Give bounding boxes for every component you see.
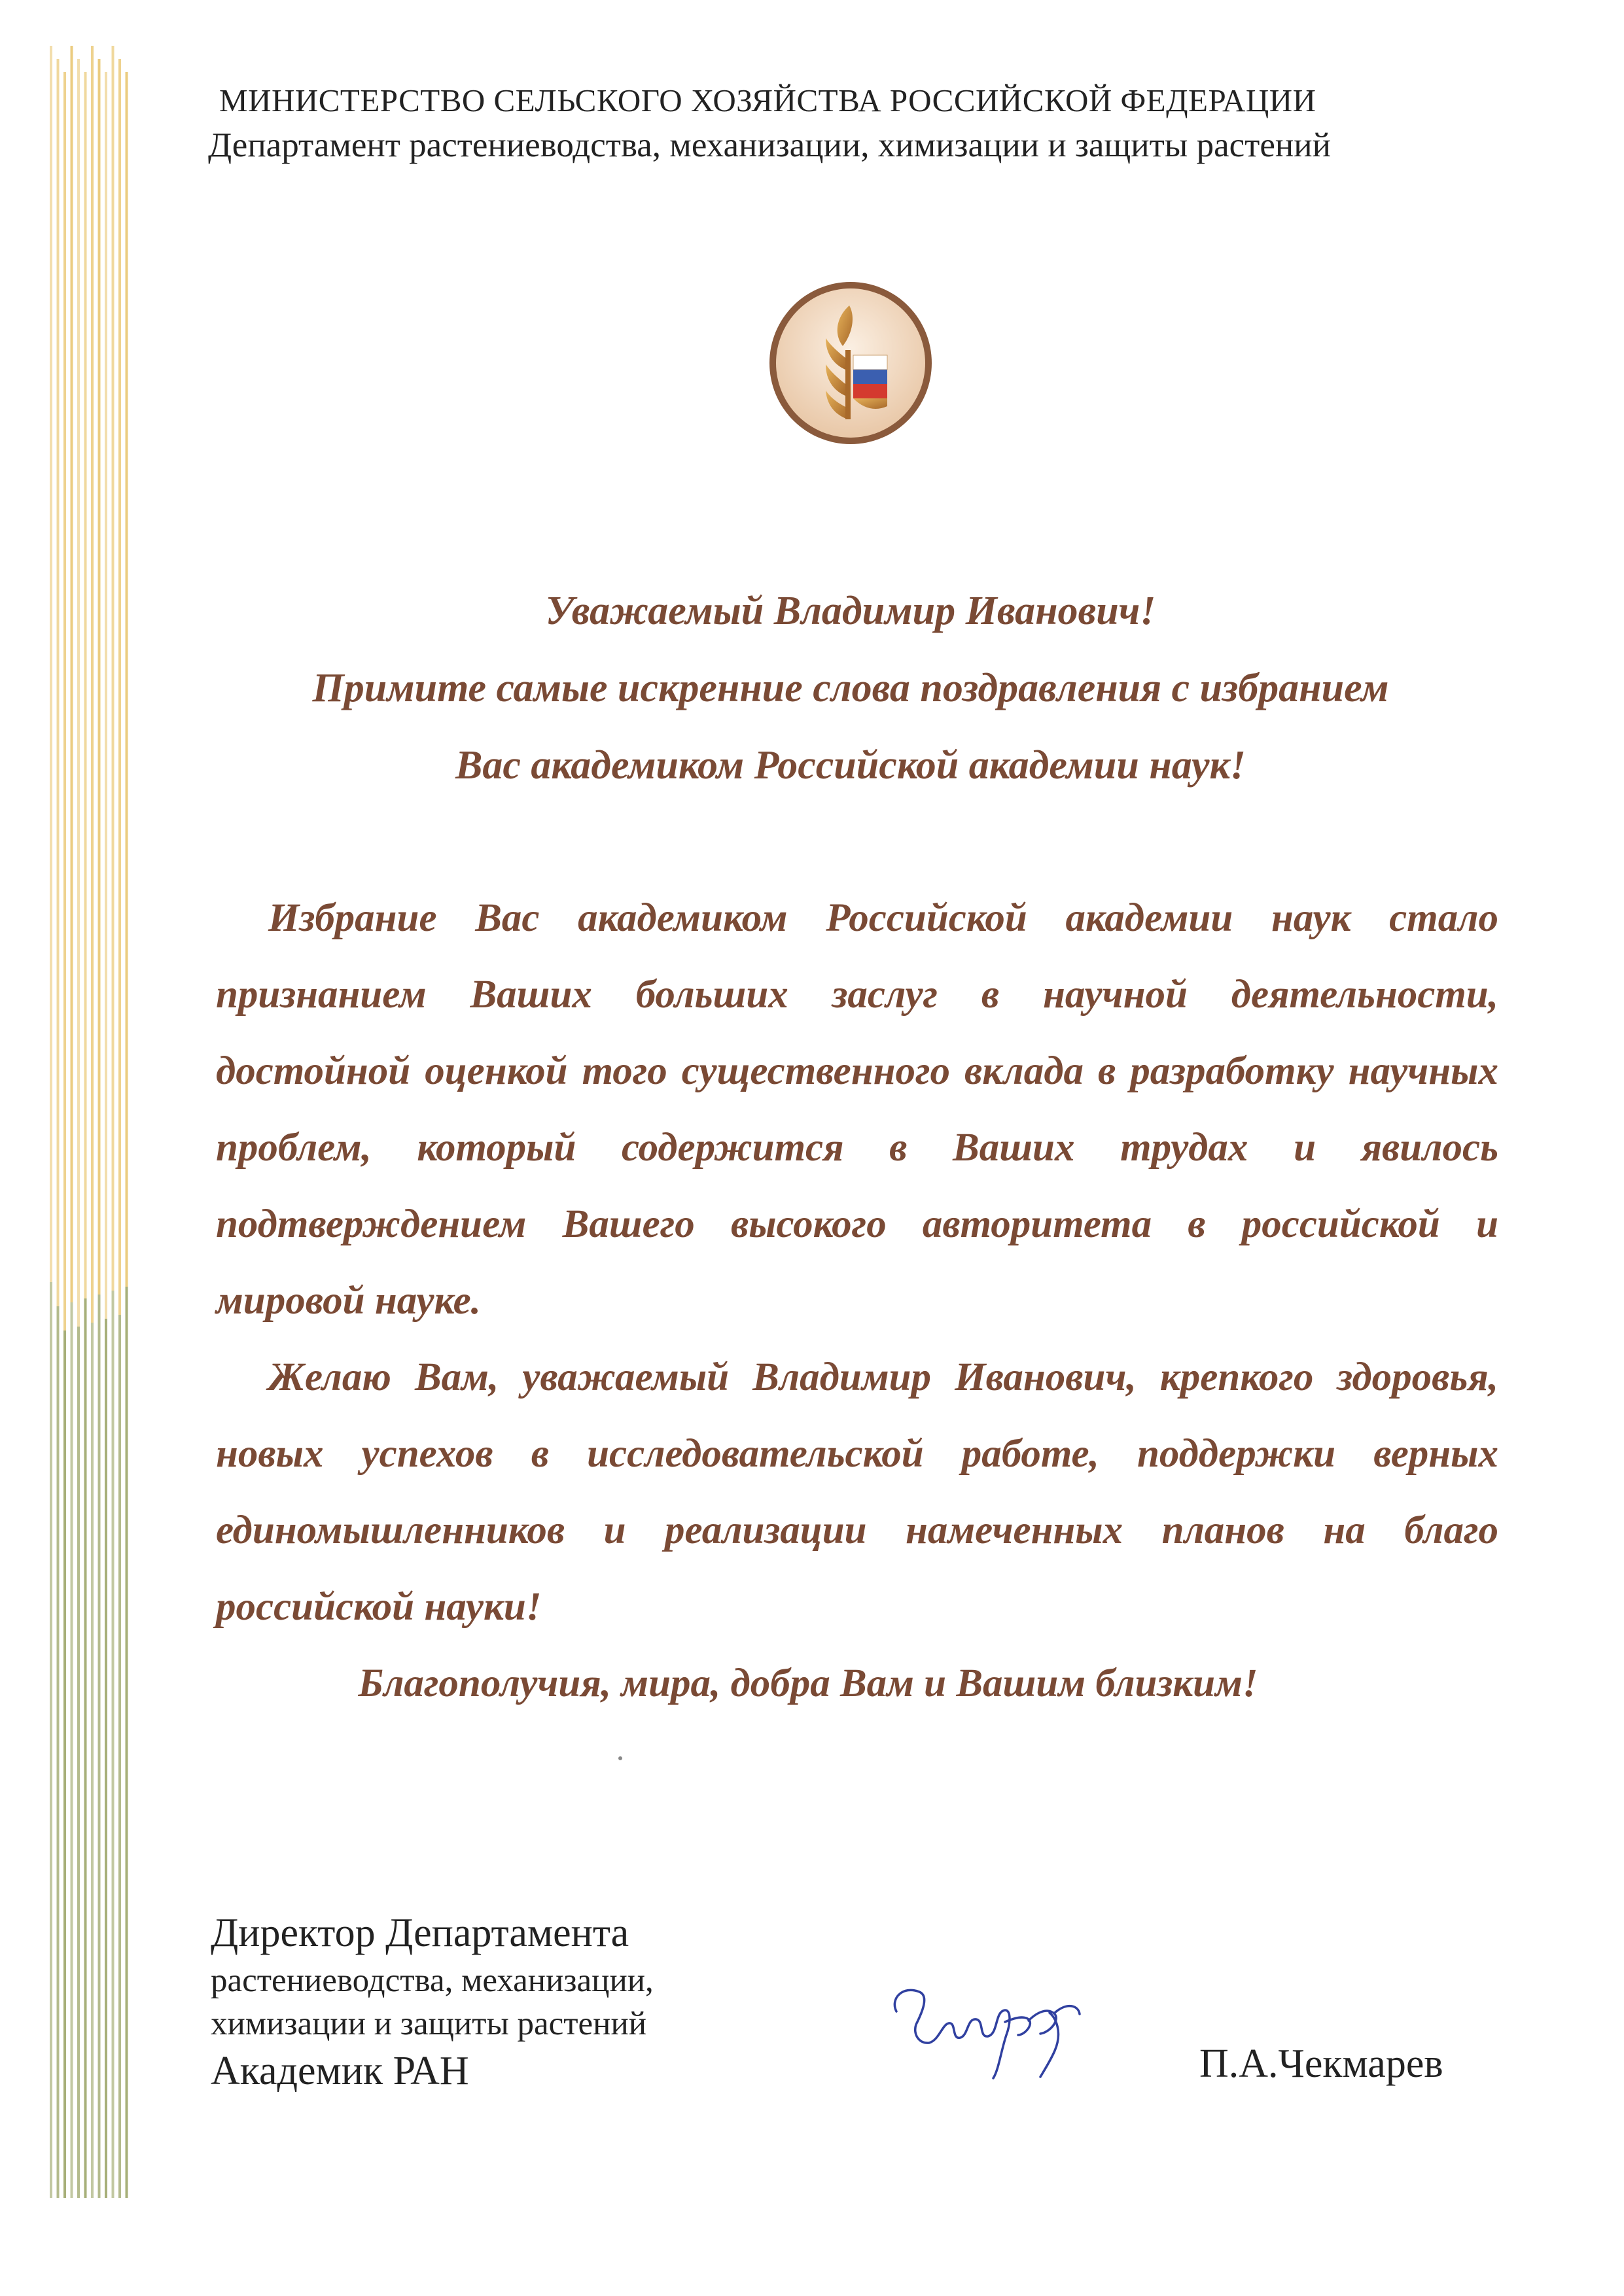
greeting-line: Вас академиком Российской академии наук!: [455, 743, 1246, 788]
stripe-olive: [77, 1327, 80, 2198]
signatory-title: Директор Департамента: [211, 1911, 629, 1955]
greeting: [157, 572, 1544, 804]
signatory-block: [211, 1907, 654, 2096]
signatory-department: растениеводства, механизации,: [211, 1962, 654, 1999]
stripe-gold: [50, 46, 52, 1282]
stripe-gold: [126, 72, 128, 1287]
body-paragraph: Желаю Вам, уважаемый Владимир Иванович, крепкого здоровья, новых успехов в исследовательской работе, поддержки верных единомышленников и реализации намеченных планов на благо российской науки!: [216, 1355, 1498, 1629]
stripe-olive: [118, 1315, 121, 2198]
stripe-gold: [77, 59, 80, 1327]
stripe-olive: [98, 1295, 101, 2198]
stripe-olive: [63, 1331, 66, 2198]
stripe-gold: [57, 59, 60, 1306]
ministry-name: МИНИСТЕРСТВО СЕЛЬСКОГО ХОЗЯЙСТВА РОССИЙСКОЙ ФЕДЕРАЦИИ: [219, 82, 1316, 118]
stripe-olive: [126, 1287, 128, 2198]
stripe-olive: [91, 1323, 94, 2198]
stripe-olive: [71, 1302, 73, 2198]
stripe-gold: [63, 72, 66, 1331]
stripe-olive: [50, 1282, 52, 2198]
stripe-gold: [98, 59, 101, 1295]
wheat-emblem-icon: [766, 278, 936, 448]
letter-body: [216, 880, 1498, 1722]
signatory-rank: Академик РАН: [211, 2049, 469, 2093]
scan-speck: [618, 1756, 622, 1760]
greeting-line: Примите самые искренние слова поздравления с избранием: [312, 666, 1389, 710]
department-name: Департамент растениеводства, механизации, химизации и защиты растений: [208, 126, 1331, 164]
stripe-gold: [71, 46, 73, 1302]
stripe-olive: [57, 1306, 60, 2198]
stripe-gold: [118, 59, 121, 1315]
stripe-olive: [105, 1319, 107, 2198]
stripe-gold: [91, 46, 94, 1323]
signatory-department: химизации и защиты растений: [211, 2006, 647, 2042]
closing-wish: Благополучия, мира, добра Вам и Вашим близким!: [358, 1661, 1258, 1705]
body-paragraph: Избрание Вас академиком Российской академии наук стало признанием Ваших больших заслуг в научной деятельности, достойной оценкой того существенного вклада в разработку научных проблем, который содержится в Ваших трудах и явилось подтверждением Вашего высокого авторитета в российской и мировой науке.: [216, 896, 1498, 1323]
stripe-gold: [105, 72, 107, 1319]
greeting-salutation: Уважаемый Владимир Иванович!: [545, 589, 1156, 633]
stripe-olive: [112, 1291, 115, 2198]
stripe-olive: [84, 1298, 87, 2198]
signer-name: П.А.Чекмарев: [1199, 2042, 1443, 2086]
stripe-gold: [84, 72, 87, 1298]
handwritten-signature: [883, 1972, 1086, 2083]
decorative-stripes: [47, 46, 132, 2198]
stripe-gold: [112, 46, 115, 1291]
